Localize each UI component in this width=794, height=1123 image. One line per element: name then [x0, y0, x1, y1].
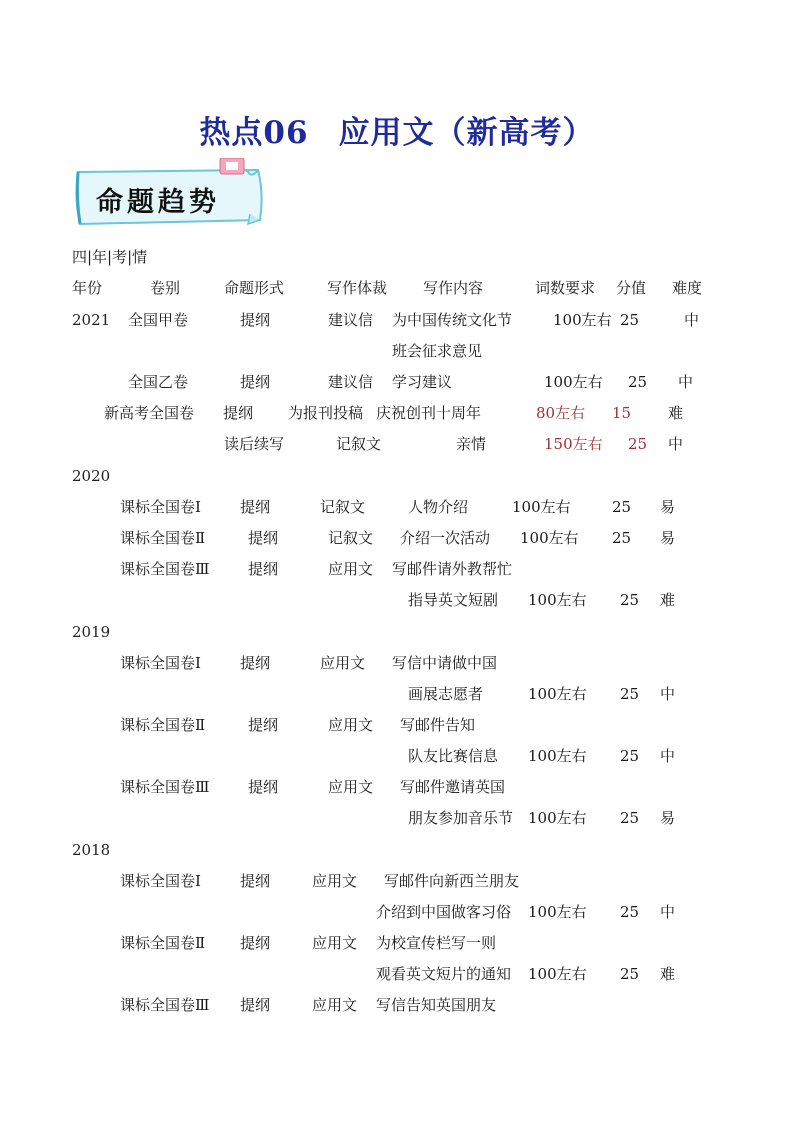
table-cell-content: 人物介绍 [408, 498, 469, 516]
table-cell-paper: 全国乙卷 [128, 373, 189, 391]
table-cell-paper: 课标全国卷Ⅱ [120, 716, 206, 734]
table-cell-content: 写邮件向新西兰朋友 [384, 872, 520, 890]
table-cell-year: 2020 [72, 467, 111, 485]
table-cell-content: 画展志愿者 [408, 685, 484, 703]
table-cell-content: 班会征求意见 [392, 342, 483, 360]
table-cell-form: 提纲 [240, 654, 271, 672]
table-cell-level: 中 [678, 373, 694, 391]
table-cell-content: 写邮件请外教帮忙 [392, 560, 513, 578]
table-cell-score: 25 [620, 747, 640, 765]
header-content: 写作内容 [423, 279, 484, 297]
table-cell-score: 25 [620, 591, 640, 609]
table-cell-genre: 应用文 [328, 716, 374, 734]
table-cell-score: 25 [620, 809, 640, 827]
table-cell-score: 25 [620, 685, 640, 703]
table-cell-content: 队友比赛信息 [408, 747, 499, 765]
table-cell-form: 提纲 [248, 529, 279, 547]
table-cell-level: 中 [660, 685, 676, 703]
table-cell-paper: 课标全国卷Ⅲ [120, 996, 210, 1014]
table-cell-content: 介绍一次活动 [400, 529, 491, 547]
table-cell-words: 100左右 [520, 529, 579, 547]
table-cell-content: 介绍到中国做客习俗 [376, 903, 512, 921]
table-cell-form: 提纲 [248, 716, 279, 734]
title-part1: 热点06 [199, 115, 309, 151]
table-cell-form: 提纲 [240, 311, 271, 329]
header-genre: 写作体裁 [327, 279, 388, 297]
table-cell-content: 指导英文短剧 [408, 591, 499, 609]
table-cell-words: 100左右 [528, 591, 587, 609]
table-cell-genre: 应用文 [312, 934, 358, 952]
table-cell-content: 写信中请做中国 [392, 654, 498, 672]
table-cell-level: 易 [660, 809, 676, 827]
table-cell-words: 100左右 [553, 311, 612, 329]
table-cell-words: 100左右 [528, 747, 587, 765]
table-cell-genre: 应用文 [312, 872, 358, 890]
table-cell-form: 提纲 [248, 560, 279, 578]
table-cell-content: 写信告知英国朋友 [376, 996, 497, 1014]
table-cell-words: 100左右 [544, 373, 603, 391]
table-cell-year: 2021 [72, 311, 111, 329]
table-cell-words: 100左右 [528, 903, 587, 921]
table-cell-score: 25 [612, 529, 632, 547]
table-cell-score: 25 [628, 435, 648, 453]
table-cell-paper: 课标全国卷Ⅲ [120, 560, 210, 578]
table-cell-level: 难 [668, 404, 684, 422]
table-cell-paper: 课标全国卷Ⅰ [120, 498, 201, 516]
table-cell-genre: 应用文 [312, 996, 358, 1014]
table-cell-words: 100左右 [528, 965, 587, 983]
table-cell-form: 提纲 [248, 778, 279, 796]
table-cell-form: 提纲 [240, 996, 271, 1014]
table-cell-year: 2019 [72, 623, 111, 641]
header-level: 难度 [672, 279, 703, 297]
table-cell-level: 易 [660, 529, 676, 547]
table-cell-form: 读后续写 [224, 435, 285, 453]
table-cell-content: 亲情 [456, 435, 487, 453]
table-cell-genre: 记叙文 [328, 529, 374, 547]
table-cell-content: 观看英文短片的通知 [376, 965, 512, 983]
table-cell-words: 100左右 [512, 498, 571, 516]
table-cell-content: 朋友参加音乐节 [408, 809, 514, 827]
table-cell-paper: 课标全国卷Ⅱ [120, 934, 206, 952]
table-cell-score: 25 [620, 965, 640, 983]
table-cell-level: 中 [684, 311, 700, 329]
table-cell-form: 提纲 [240, 934, 271, 952]
table-cell-content: 学习建议 [392, 373, 453, 391]
header-score: 分值 [616, 279, 647, 297]
table-cell-form: 提纲 [240, 373, 271, 391]
header-form: 命题形式 [224, 279, 285, 297]
table-cell-score: 25 [620, 311, 640, 329]
table-cell-form: 提纲 [223, 404, 254, 422]
table-cell-genre: 应用文 [328, 778, 374, 796]
table-cell-genre: 记叙文 [320, 498, 366, 516]
table-cell-paper: 全国甲卷 [128, 311, 189, 329]
table-cell-content: 为中国传统文化节 [392, 311, 513, 329]
table-cell-level: 难 [660, 591, 676, 609]
table-cell-score: 25 [612, 498, 632, 516]
table-cell-words: 150左右 [544, 435, 603, 453]
table-cell-content: 写邮件告知 [400, 716, 476, 734]
table-cell-paper: 课标全国卷Ⅱ [120, 529, 206, 547]
table-cell-paper: 课标全国卷Ⅰ [120, 654, 201, 672]
banner-label: 命题趋势 [96, 187, 220, 218]
header-paper: 卷别 [150, 279, 181, 297]
table-cell-level: 易 [660, 498, 676, 516]
section-heading: 四|年|考|情 [72, 248, 148, 266]
table-cell-words: 100左右 [528, 685, 587, 703]
header-words: 词数要求 [535, 279, 596, 297]
table-cell-content: 庆祝创刊十周年 [376, 404, 482, 422]
header-year: 年份 [72, 279, 103, 297]
table-cell-genre: 记叙文 [336, 435, 382, 453]
table-cell-words: 100左右 [528, 809, 587, 827]
table-cell-paper: 新高考全国卷 [104, 404, 195, 422]
table-cell-content: 写邮件邀请英国 [400, 778, 506, 796]
table-cell-level: 中 [660, 747, 676, 765]
table-cell-level: 中 [660, 903, 676, 921]
table-cell-score: 25 [620, 903, 640, 921]
table-cell-score: 15 [612, 404, 632, 422]
table-cell-words: 80左右 [536, 404, 586, 422]
table-cell-level: 中 [668, 435, 684, 453]
table-cell-paper: 课标全国卷Ⅰ [120, 872, 201, 890]
table-cell-level: 难 [660, 965, 676, 983]
table-cell-paper: 课标全国卷Ⅲ [120, 778, 210, 796]
table-cell-genre: 应用文 [328, 560, 374, 578]
table-cell-genre: 应用文 [320, 654, 366, 672]
table-cell-genre: 建议信 [328, 373, 374, 391]
table-cell-form: 提纲 [240, 498, 271, 516]
table-cell-genre: 为报刊投稿 [288, 404, 364, 422]
table-cell-score: 25 [628, 373, 648, 391]
table-cell-year: 2018 [72, 841, 111, 859]
title-part2: 应用文（新高考） [338, 115, 595, 151]
table-cell-content: 为校宣传栏写一则 [376, 934, 497, 952]
table-cell-form: 提纲 [240, 872, 271, 890]
table-cell-genre: 建议信 [328, 311, 374, 329]
page-title [0, 107, 794, 152]
